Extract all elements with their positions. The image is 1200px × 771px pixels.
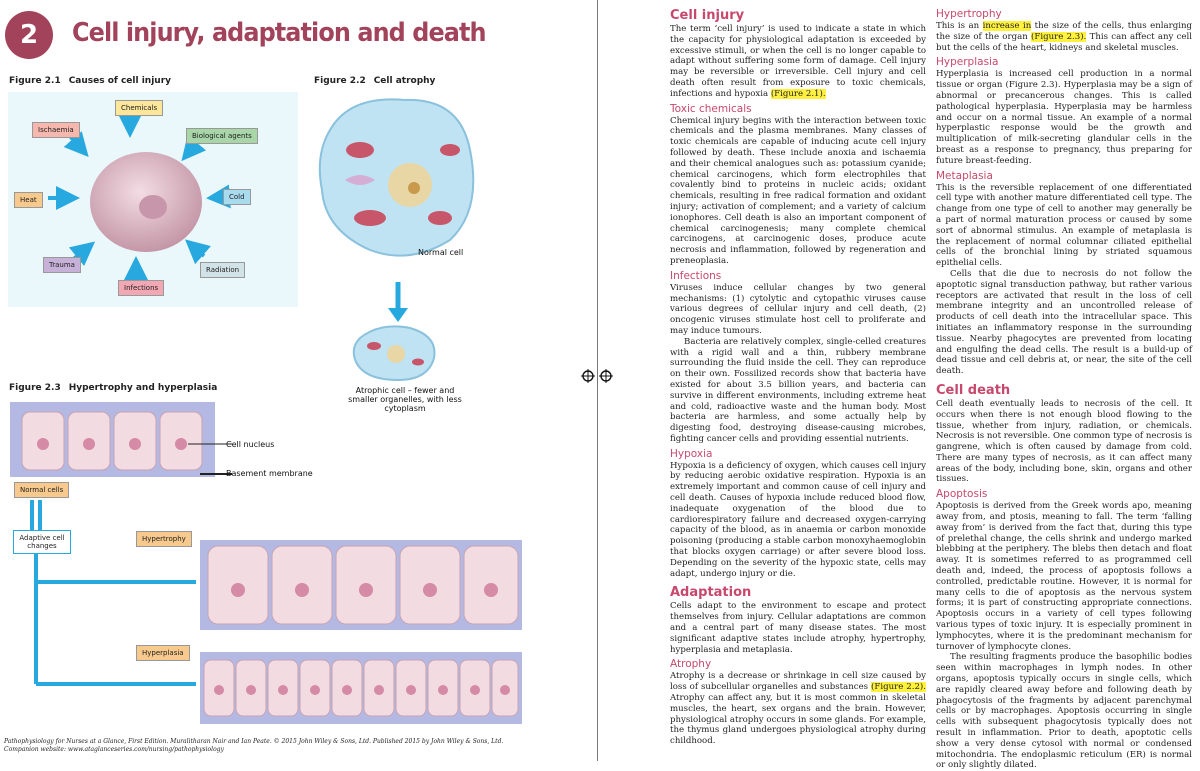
tag-heat: Heat xyxy=(14,192,43,208)
page-footer xyxy=(4,738,544,754)
heading-infections: Infections xyxy=(670,269,722,282)
tag-chemicals: Chemicals xyxy=(115,100,163,116)
figure-2-3-hyperplasia-cells xyxy=(200,652,522,724)
tag-radiation: Radiation xyxy=(200,262,245,278)
figure-2-1-reference[interactable]: (Figure 2.1). xyxy=(770,88,826,99)
tag-ischaemia: Ischaemia xyxy=(32,122,80,138)
heading-hyperplasia: Hyperplasia xyxy=(936,56,999,69)
figure-2-3-title: Figure 2.3 Hypertrophy and hyperplasia xyxy=(9,383,218,393)
tag-biological-agents: Biological agents xyxy=(186,128,258,144)
metaplasia-paragraph-1: This is the reversible replacement of one differentiated cell type with another mature differentiated cell type. The change from one type of cell to another may generally be a part of normal maturation process or caused by some sort of abnormal stimulus. An example of metaplasia is the replacement of normal columnar ciliated epithelial cells of the bronchial lining by striated squamous epithelial cells. xyxy=(936,182,1192,269)
tag-normal-cells: Normal cells xyxy=(14,482,69,498)
hypoxia-paragraph: Hypoxia is a deficiency of oxygen, which causes cell injury by reducing aerobic oxidative respiration. Hypoxia is an extremely important and common cause of cell injury and cell death. Causes of hypoxia include reduced blood flow, inadequate oxygenation of the blood due to cardiorespiratory failure and decreased oxygen-carrying capacity of the blood, as in anaemia or carbon monoxide poisoning (producing a stable carbon monoxyhaemoglobin that blocks oxygen carriage) or after severe blood loss. Depending on the severity of the hypoxic state, cells may adapt, undergo injury or die. xyxy=(670,460,926,579)
heading-hypoxia: Hypoxia xyxy=(670,447,713,460)
figure-2-2-title: Figure 2.2 Cell atrophy xyxy=(314,76,436,86)
hyperplasia-paragraph: Hyperplasia is increased cell production in a normal tissue or organ (Figure 2.3). Hyperplasia may be a sign of abnormal or precancerous changes. This is called pathological hyperplasia. Hyperplasia may be harmless and occur on a normal tissue. An example of a normal hyperplastic response would be the growth and multiplication of milk-secreting glandular cells in the breast as a response to pregnancy, thus preparing for future breast-feeding. xyxy=(936,69,1192,166)
figure-2-3-hypertrophy-cells xyxy=(200,540,522,630)
text-column-2 xyxy=(936,8,1192,771)
crop-mark-icon xyxy=(599,369,613,383)
figure-2-3-normal-cells xyxy=(10,402,215,477)
heading-adaptation: Adaptation xyxy=(670,585,752,601)
figure-2-3-flow-arrows xyxy=(10,498,200,698)
figure-2-2-reference[interactable]: (Figure 2.2). xyxy=(871,682,926,693)
heading-atrophy: Atrophy xyxy=(670,658,712,671)
footer-citation: Pathophysiology for Nurses at a Glance, First Edition. Muralitharan Nair and Ian Peate. © 2015 John Wiley & Sons, Ltd. Published 2015 by John Wiley & Sons, Ltd. xyxy=(4,738,504,745)
text-column-1 xyxy=(670,8,926,747)
tag-trauma: Trauma xyxy=(43,257,81,273)
spread-divider xyxy=(597,0,598,761)
atrophy-paragraph: Atrophy is a decrease or shrinkage in cell size caused by loss of subcellular organelles and substances (Figure 2.2). Atrophy can affect any, but it is most common in skeletal muscles, the heart, sex organs and the brain. However, physiological atrophy occurs in some glands. For example, the thymus gland undergoes physiological atrophy during childhood. xyxy=(670,671,926,747)
toxic-chemicals-paragraph: Chemical injury begins with the interaction between toxic chemicals and the plasma membranes. Many classes of toxic chemicals are capable of inducing acute cell injury followed by death. These include anoxia and ischaemia and their chemical analogues such as: potassium cyanide; chemical carcinogens, which form electrophiles that covalently bind to proteins in nucleic acids; oxidant chemicals, resulting in free radical formation and oxidant injury; activation of complement; and a variety of calcium ionophores. Cell death is also an important component of chemical carcinogenesis; many complete chemical carcinogens, at carcinogenic doses, produce acute necrosis and inflammation, followed by regeneration and preneoplasia. xyxy=(670,115,926,266)
tag-infections: Infections xyxy=(118,280,164,296)
heading-hypertrophy: Hypertrophy xyxy=(936,8,1002,20)
tag-hypertrophy: Hypertrophy xyxy=(136,531,192,547)
atrophic-cell-label: Atrophic cell – fewer and smaller organelles, with less cytoplasm xyxy=(348,386,462,413)
crop-mark-icon xyxy=(581,369,595,383)
tag-hyperplasia: Hyperplasia xyxy=(136,645,190,661)
heading-cell-death: Cell death xyxy=(936,382,1011,398)
normal-cell-label: Normal cell xyxy=(418,248,464,257)
figure-2-2-diagram xyxy=(310,90,485,380)
heading-metaplasia: Metaplasia xyxy=(936,169,993,182)
heading-apoptosis: Apoptosis xyxy=(936,488,988,501)
adaptation-paragraph: Cells adapt to the environment to escape and protect themselves from injury. Cellular adaptations are common and a central part of many disease states. The most significant adaptive states include atrophy, hypertrophy, hyperplasia and metaplasia. xyxy=(670,601,926,655)
cell-death-paragraph: Cell death eventually leads to necrosis of the cell. It occurs when there is not enough blood flowing to the tissue, whether from injury, radiation, or chemicals. Necrosis is not reversible. One common type of necrosis is gangrene, which is often caused by damage from cold. There are many types of necrosis, as it can affect many areas of the body, including bone, skin, organs and other tissues. xyxy=(936,398,1192,485)
metaplasia-paragraph-2: Cells that die due to necrosis do not follow the apoptotic signal transduction pathway, but rather various receptors are activated that result in the loss of cell membrane integrity and an uncontrolled release of products of cell death into the intracellular space. This initiates an inflammatory response in the surrounding tissue. Nearby phagocytes are prevented from locating and engulfing the dead cells. The result is a build-up of dead tissue and cell debris at, or near, the site of the cell death. xyxy=(936,268,1192,377)
cell-nucleus-label: Cell nucleus xyxy=(226,440,275,449)
cell-injury-paragraph: The term ‘cell injury’ is used to indicate a state in which the capacity for physiological adaptation is exceeded by excessive stimuli, or when the cell is no longer capable to adapt without suffering some form of damage. Cell injury may be reversible or irreversible. Cell injury and cell death often result from exposure to toxic chemicals, infections and hypoxia (Figure 2.1). xyxy=(670,24,926,99)
infections-paragraph-2: Bacteria are relatively complex, single-celled creatures with a rigid wall and a thin, rubbery membrane surrounding the fluid inside the cell. They can reproduce on their own. Fossilized records show that bacteria have existed for about 3.5 billion years, and bacteria can survive in different environments, including extreme heat and cold, radioactive waste and the human body. Most bacteria are harmless, and some actually help by digesting food, destroying disease-causing microbes, fighting cancer cells and providing essential nutrients. xyxy=(670,336,926,444)
footer-website: Companion website: www.ataglanceseries.com/nursing/pathophysiology xyxy=(4,746,224,753)
basement-membrane-label: Basement membrane xyxy=(226,469,313,478)
heading-cell-injury: Cell injury xyxy=(670,8,745,23)
cell-nucleus xyxy=(139,195,167,219)
apoptosis-paragraph-1: Apoptosis is derived from the Greek words apo, meaning away from, and ptosis, meaning to fall. The term ‘falling away from’ is derived from the fact that, during this type of prelethal change, the cells shrink and undergo marked blebbing at the periphery. The blebs then detach and float away. It is sometimes referred to as programmed cell death and, indeed, the process of apoptosis follows a controlled, predictable routine. However, it is normal for many cells to die of apoptosis as the nervous system forms; it is part of constructing appropriate connections. Apoptosis occurs in a variety of cell types following various types of toxic injury. It is especially prominent in lymphocytes, where it is the predominant mechanism for turnover of lymphocyte clones. xyxy=(936,501,1192,652)
infections-paragraph-1: Viruses induce cellular changes by two general mechanisms: (1) cytolytic and cytopathic viruses cause various degrees of cellular injury and cell death, (2) oncogenic viruses stimulate host cell to proliferate and may induce tumours. xyxy=(670,282,926,336)
hypertrophy-paragraph: This is an increase in the size of the cells, thus enlarging the size of the organ (Figure 2.3). This can affect any cell but the cells of the heart, kidneys and skeletal muscles. xyxy=(936,21,1193,53)
apoptosis-paragraph-2: The resulting fragments produce the basophilic bodies seen within macrophages in lymph nodes. In other organs, apoptosis typically occurs in single cells, which are rapidly cleared away before and following death by phagocytosis of the fragments by adjacent parenchymal cells or by macrophages. Apoptosis occurring in single cells with subsequent phagocytosis typically does not result in inflammation. Prior to death, apoptotic cells show a very dense cytosol with normal or condensed mitochondria. The endoplasmic reticulum (ER) is normal or only slightly dilated. xyxy=(936,652,1192,771)
tag-cold: Cold xyxy=(223,189,251,205)
chapter-number-badge: 2 xyxy=(5,11,53,59)
heading-toxic-chemicals: Toxic chemicals xyxy=(670,102,752,115)
tag-adaptive-cell-changes: Adaptive cell changes xyxy=(13,530,71,554)
figure-2-3-reference[interactable]: (Figure 2.3). xyxy=(1031,31,1087,42)
figure-2-1-title: Figure 2.1 Causes of cell injury xyxy=(9,76,172,86)
chapter-title: Cell injury, adaptation and death xyxy=(72,18,486,48)
